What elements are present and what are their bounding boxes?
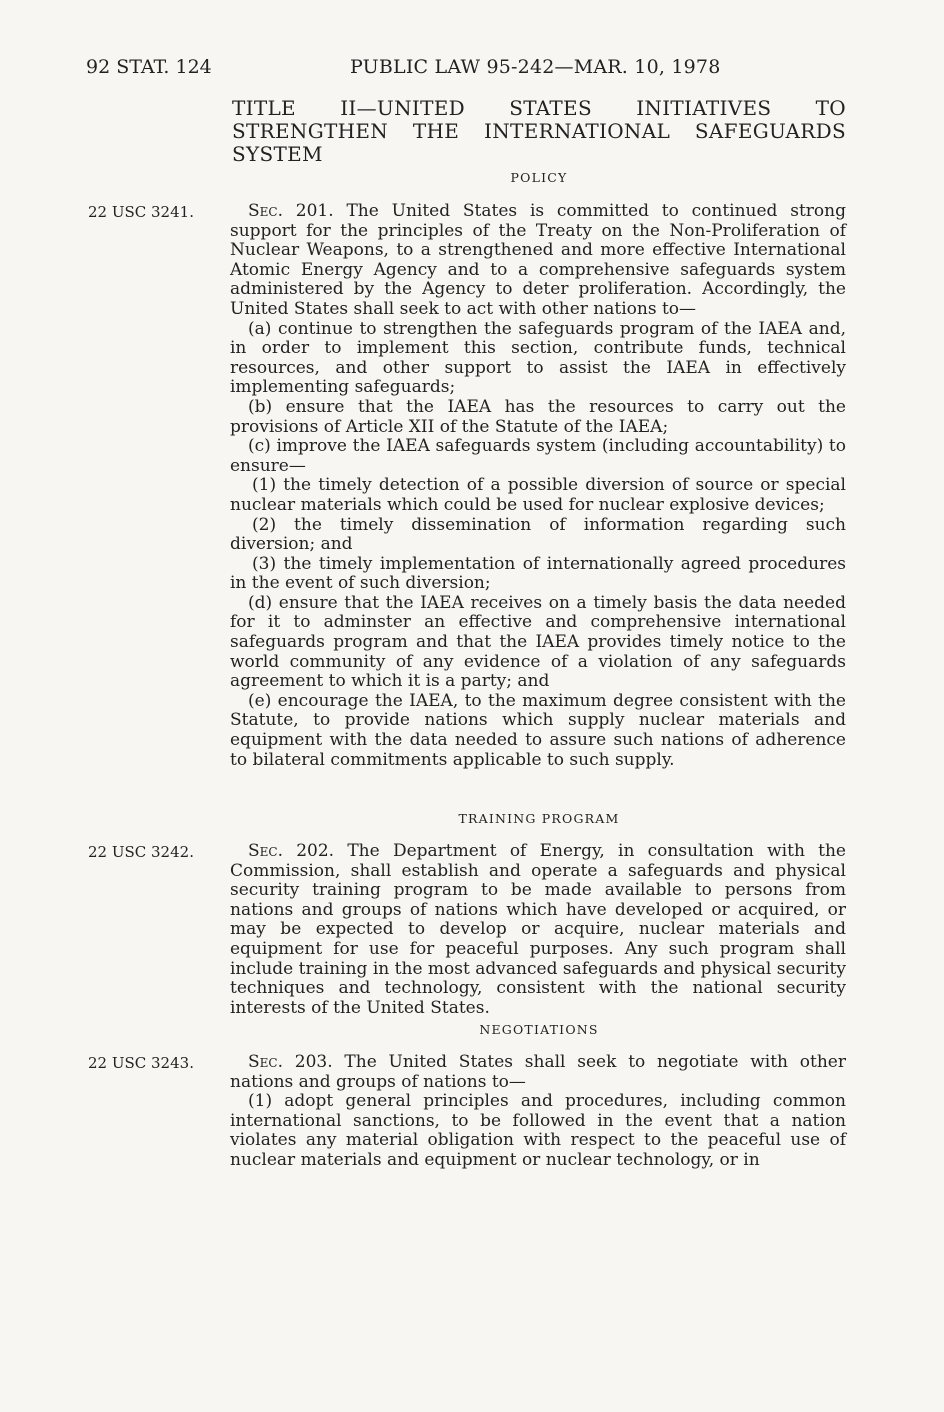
section-202-body: The Department of Energy, in consultation with the Commission, shall establish and operate a safeguards and physical security training program to be made available to persons from nations and groups of nations which have developed or acquired, or may be expected to develop or acquire, nuclear materials and equipment for use for peaceful purposes. Any such program shall include training in the most advanced safeguards and physical security techniques and technology, consistent with the national security interests of the United States. <box>230 841 846 1018</box>
section-203-intro <box>230 1053 846 1092</box>
item-c: (c) improve the IAEA safeguards system (including accountability) to ensure— <box>230 436 846 476</box>
section-203 <box>230 1053 846 1171</box>
item-c2: (2) the timely dissemination of information regarding such diversion; and <box>230 514 846 555</box>
section-201-intro <box>230 202 846 320</box>
section-201-text: The United States is committed to continued strong support for the principles of the Treaty on the Non-Proliferation of Nuclear Weapons, to a strengthened and more effective International Atomic Energy Agency and to a comprehensive safeguards system administered by the Agency to deter proliferation. Accordingly, the United States shall seek to act with other nations to— <box>230 201 846 319</box>
section-202 <box>230 842 846 1018</box>
item-d: (d) ensure that the IAEA receives on a timely basis the data needed for it to adminster an effective and comprehensive international safeguards program and that the IAEA provides timely notice to the world community of any evidence of a violation of any safeguards agreement to which it is a party; and <box>230 592 846 692</box>
usc-note-3243: 22 USC 3243. <box>88 1054 194 1072</box>
training-heading: TRAINING PROGRAM <box>458 811 620 826</box>
section-201-label: Sec. 201. <box>248 201 334 221</box>
item-c1: (1) the timely detection of a possible diversion of source or special nuclear materials which could be used for nuclear explosive devices; <box>230 475 846 515</box>
title-heading: TITLE II—UNITED STATES INITIATIVES TO STRENGTHEN THE INTERNATIONAL SAFEGUARDS SYSTEM <box>232 96 846 166</box>
item-a: (a) continue to strengthen the safeguards program of the IAEA and, in order to implement this section, contribute funds, technical resources, and other support to assist the IAEA in effectively implementing safeguards; <box>230 318 846 398</box>
usc-note-3241: 22 USC 3241. <box>88 203 194 221</box>
page-reference: 92 STAT. 124 <box>86 56 212 78</box>
law-title-header: PUBLIC LAW 95-242—MAR. 10, 1978 <box>350 56 721 78</box>
item-e: (e) encourage the IAEA, to the maximum degree consistent with the Statute, to provide nations which supply nuclear materials and equipment with the data needed to assure such nations of adherence to bilateral commitments applicable to such supply. <box>230 690 846 770</box>
section-203-label: Sec. 203. <box>248 1052 333 1072</box>
section-203-text: The United States shall seek to negotiate with other nations and groups of nations to— <box>230 1052 846 1092</box>
item-c3: (3) the timely implementation of internationally agreed procedures in the event of such diversion; <box>230 553 846 594</box>
section-202-label: Sec. 202. <box>248 841 335 861</box>
section-201 <box>230 202 846 770</box>
item-b: (b) ensure that the IAEA has the resources to carry out the provisions of Article XII of the Statute of the IAEA; <box>230 396 846 437</box>
item-1: (1) adopt general principles and procedures, including common international sanctions, to be followed in the event that a nation violates any material obligation with respect to the peaceful use of nuclear materials and equipment or nuclear technology, or in <box>230 1091 846 1170</box>
section-202-text <box>230 842 846 1018</box>
usc-note-3242: 22 USC 3242. <box>88 843 194 861</box>
policy-heading: POLICY <box>510 170 568 185</box>
negotiations-heading: NEGOTIATIONS <box>479 1022 599 1037</box>
